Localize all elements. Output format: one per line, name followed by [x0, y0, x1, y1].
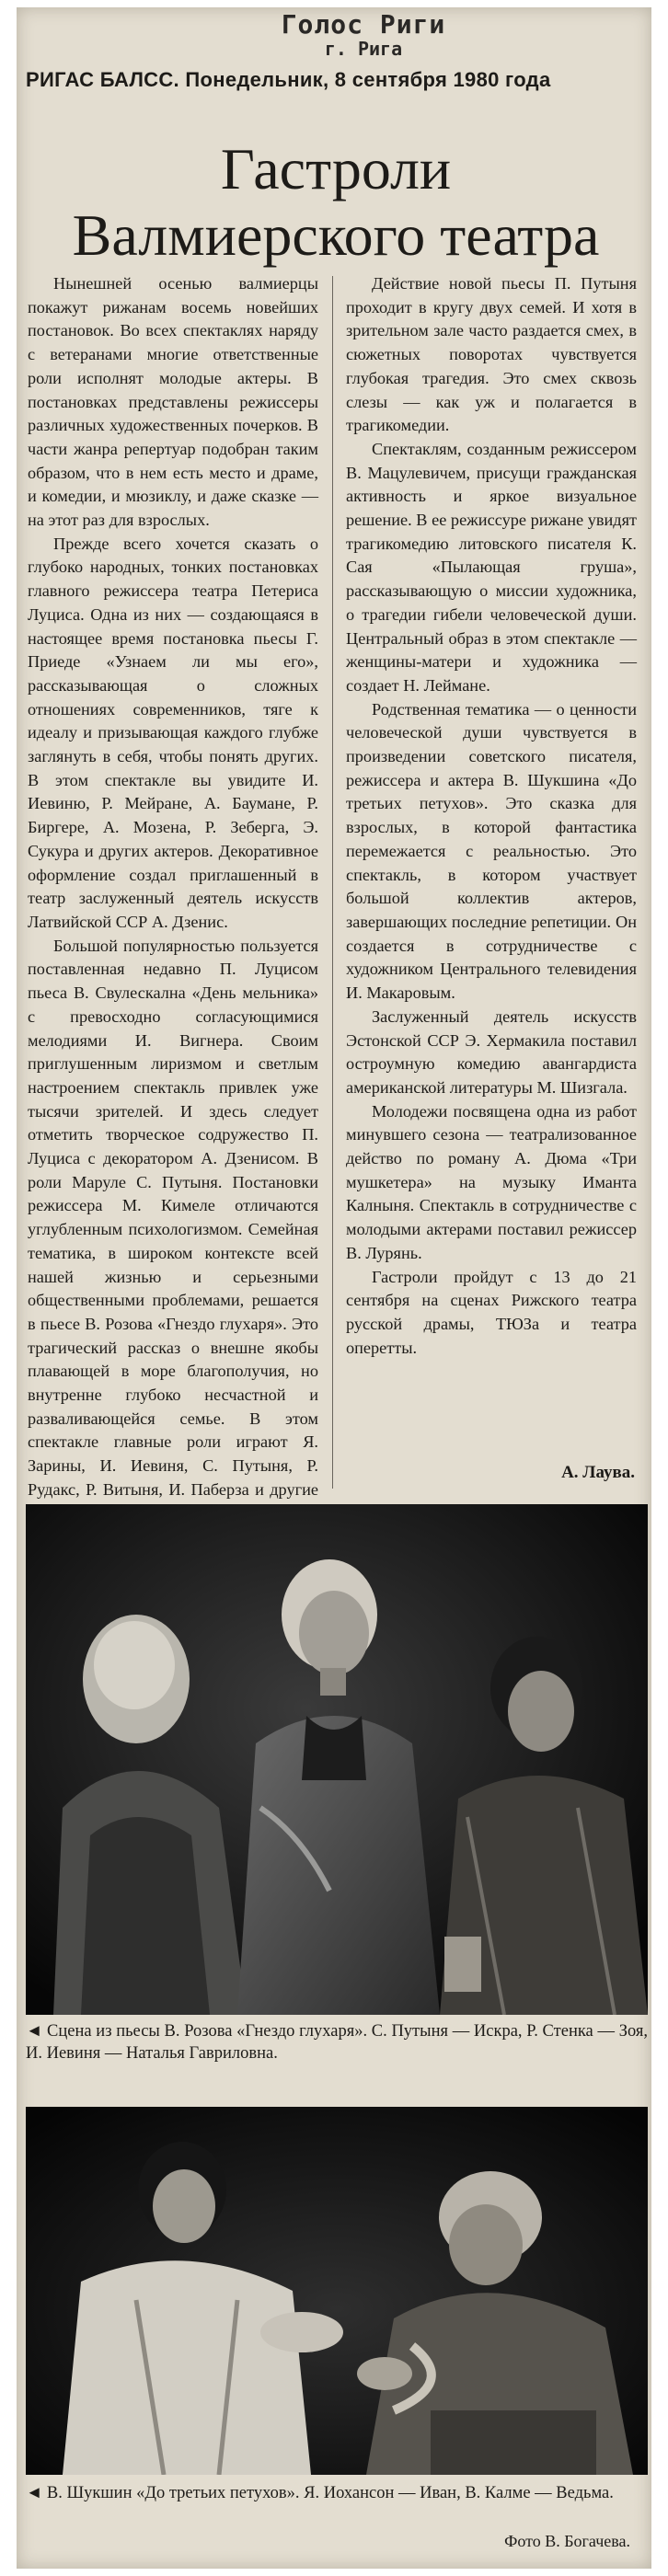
stage-photo-2 [26, 2107, 648, 2475]
article-column-left [28, 272, 318, 1525]
article-paragraph: Заслуженный деятель искусств Эстонской ССР Э. Хермакила поставил остроумную комедию авангардиста американской литературы М. Шизгала. [346, 1006, 637, 1097]
headline-line-1: Гастроли [220, 136, 452, 201]
article-paragraph: Родственная тематика — о ценности человеческой души чувствуется в произведении советского писателя, режиссера и актера В. Шукшина «До третьих петухов». Это сказка для взрослых, в которой фантастика перемежается с реальностью. Это спектакль, в котором участвует большой коллектив актеров, завершающих последние репетиции. Он создается в сотрудничестве с художником Центрального телевидения И. Макаровым. [346, 699, 637, 1003]
article-column-right [346, 272, 637, 1360]
article-paragraph: Молодежи посвящена одна из работ минувшего сезона — театрализованное действо по роману А. Дюма «Три мушкетера» на музыку Иманта Калныня. Спектакль в сотрудничестве с молодыми актерами поставил режиссер В. Лурянь. [346, 1101, 637, 1262]
stamp-paper-name: Голос Риги [281, 9, 446, 40]
masthead-dateline: РИГАС БАЛСС. Понедельник, 8 сентября 1980 года [26, 68, 551, 91]
article-paragraph: Прежде всего хочется сказать о глубоко народных, тонких постановках главного режиссера театра Петериса Луциса. Одна из них — создающаяся в настоящее время постановка пьесы Г. Приеде «Узнаем ли мы его», рассказывающая о сложных отношениях современников, тяге к идеалу и призывающая каждого глубже заглянуть в себя, чтобы понять других. В этом спектакле вы увидите И. Иевиню, Р. Мейране, А. Баумане, Р. Биргере, А. Мозена, Р. Зеберга, Э. Сукура и других актеров. Декоративное оформление создал приглашенный в театр заслуженный деятель искусств Латвийской ССР А. Дзенис. [28, 534, 318, 931]
stage-photo-1-image [26, 1504, 648, 2015]
photo-caption-1: ◄ Сцена из пьесы В. Розова «Гнездо глухаря». С. Путыня — Искра, Р. Стенка — Зоя, И. Иевиня — Наталья Гавриловна. [26, 2022, 648, 2063]
article-paragraph: Действие новой пьесы П. Путыня проходит в кругу двух семей. И хотя в зрительном зале часто раздается смех, в сюжетных поворотах чувствуется глубокая трагедия. Это смех сквозь слезы — как уж и полагается в трагикомедии. [346, 274, 637, 435]
article-paragraph: Нынешней осенью валмиерцы покажут рижанам восемь новейших постановок. Во всех спектаклях наряду с ветеранами многие ответственные роли исполнят молодые актеры. В постановках представлены режиссеры различных художественных почерков. В части жанра репертуар подобран таким образом, что в нем есть место и драме, и комедии, и мюзиклу, и даже сказке — на этот раз для взрослых. [28, 274, 318, 530]
newspaper-stamp [271, 9, 455, 60]
stage-photo-1 [26, 1504, 648, 2015]
article-paragraph: Большой популярностью пользуется поставленная недавно П. Луцисом пьеса В. Свулескална «День мельника» с превосходно согласующимися мелодиями И. Вигнера. Своим приглушенным лиризмом и светлым настроением спектакль привлек уже тысячи зрителей. И здесь следует отметить творческое содружество П. Луциса с декоратором А. Дзенисом. В роли Маруле С. Путыня. Постановки режиссера М. Кимеле отличаются углубленным психологизмом. Семейная тематика, в широком контексте всей нашей жизнью и серьезными общественными проблемами, решается в пьесе В. Розова «Гнездо глухаря». Это трагический рассказ о внешне якобы плавающей в море благополучия, но внутренне глубоко несчастной и разваливающейся семье. В этом спектакле главные роли играют Я. Зарины, И. Иевиня, С. Путыня, Р. Рудакс, Р. Витыня, И. Паберза и другие [28, 936, 318, 1499]
stamp-city: г. Рига [324, 38, 403, 60]
article-headline [55, 136, 616, 269]
article-paragraph: Спектаклям, созданным режиссером В. Мацулевичем, присущи гражданская активность и яркое визуальное решение. В ее режиссуре рижане увидят трагикомедию литовского писателя К. Сая «Пылающая груша», рассказывающую о миссии художника, о трагедии гибели человеческой души. Центральный образ в этом спектакле — женщины-матери и художника — создает Н. Леймане. [346, 439, 637, 695]
column-divider [332, 276, 333, 1489]
article-author: А. Лаува. [561, 1463, 635, 1482]
article-paragraph: Гастроли пройдут с 13 до 21 сентября на сценах Рижского театра русской драмы, ТЮЗа и театра оперетты. [346, 1267, 637, 1357]
headline-line-2: Валмиерского театра [72, 202, 600, 268]
stage-photo-2-image [26, 2107, 648, 2475]
photo-credit: Фото В. Богачева. [504, 2532, 630, 2550]
photo-caption-2: ◄ В. Шукшин «До третьих петухов». Я. Иохансон — Иван, В. Калме — Ведьма. [26, 2484, 614, 2502]
